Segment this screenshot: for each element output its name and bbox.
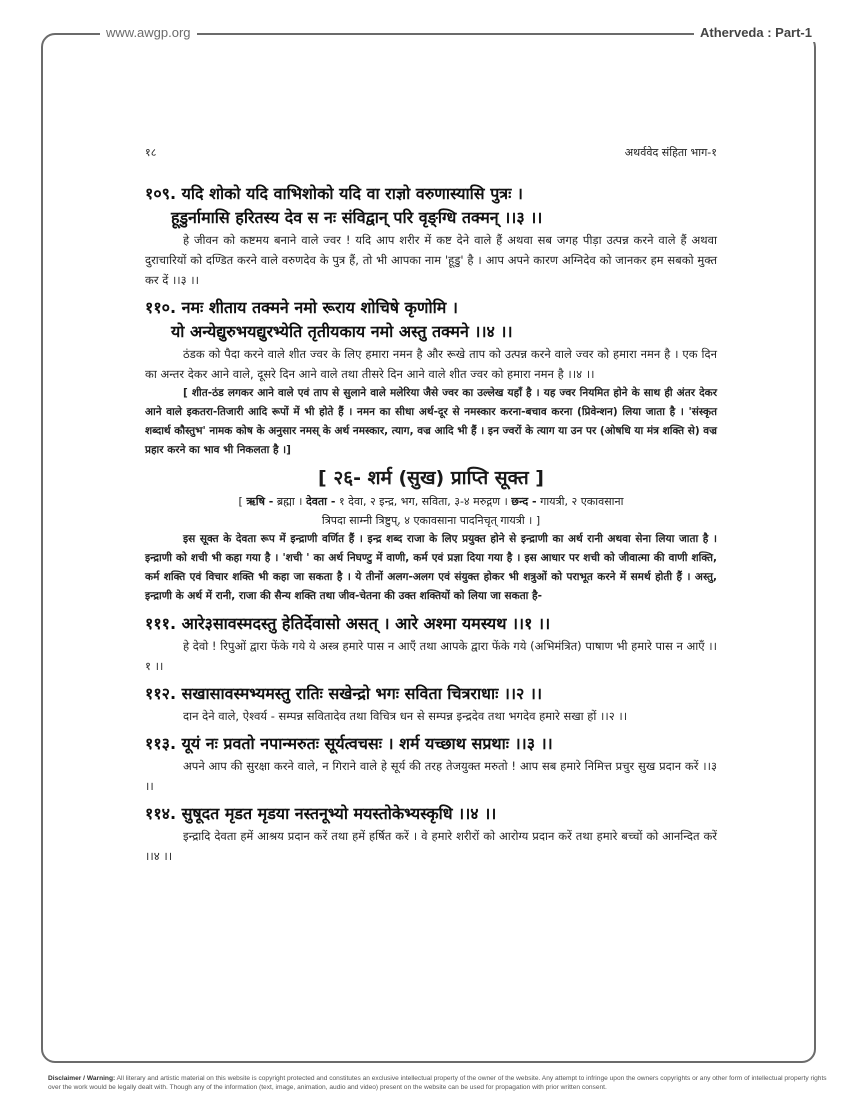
devata-label: देवता - [305, 495, 336, 508]
running-title: अथर्ववेद संहिता भाग-१ [624, 146, 717, 159]
rishi-value: ब्रह्मा । [276, 495, 303, 508]
verse-meaning: हे जीवन को कष्टमय बनाने वाले ज्वर ! यदि आप शरीर में कष्ट देने वाले हैं अथवा सब जगह पीड़ा उत्पन्न करने वाले हैं अथवा दुराचारियों को दण्डित करने वाले वरुणदेव के पुत्र हैं, तो भी आपका नाम 'हूडु' है । आप अपने कारण अग्निदेव को जानकर हम सबको मुक्त कर दें ।।३ ।। [145, 233, 717, 287]
page-number: १८ [145, 146, 157, 159]
verse-113: ११३. यूयं नः प्रवतो नपान्मरुतः सूर्यत्वचसः । शर्म यच्छाथ सप्रथाः ।।३ ।। [145, 734, 553, 753]
verse-109 [145, 182, 717, 230]
book-title: Atherveda : Part-1 [694, 24, 818, 42]
verse-meaning: इन्द्रादि देवता हमें आश्रय प्रदान करें तथा हमें हर्षित करें । वे हमारे शरीरों को आरोग्य प्रदान करें तथा हमारे बच्चों को आनन्दित करें ।।४ ।। [145, 829, 717, 863]
verse-112: ११२. सखासावस्मभ्यमस्तु रातिः सखेन्द्रो भगः सविता चित्रराधाः ।।२ ।। [145, 684, 543, 703]
verse-line: यो अन्येद्युरुभयद्युरभ्येति तृतीयकाय नमो अस्तु तक्मने ।।४ ।। [171, 322, 513, 341]
verse-110 [145, 296, 717, 344]
site-url[interactable]: www.awgp.org [100, 24, 197, 42]
devata-value: १ देवा, २ इन्द्र, भग, सविता, ३-४ मरुद्गण । [338, 495, 508, 508]
verse-line: हूडुर्नामासि हरितस्य देव स नः संविद्वान् परि वृङ्ग्धि तक्मन् ।।३ ।। [171, 208, 543, 227]
verse-line: ११०. नमः शीताय तक्मने नमो रूराय शोचिषे कृणोमि । [145, 298, 458, 317]
sukta-meta: [ ऋषि - ब्रह्मा । देवता - १ देवा, २ इन्द्र, भग, सविता, ३-४ मरुद्गण । छन्द - गायत्री, २ एकावसाना त्रिपदा साम्नी त्रिष्टुप्, ४ एकावसाना पादनिचृत् गायत्री । ] [145, 492, 717, 530]
sukta-title: [ २६- शर्म (सुख) प्राप्ति सूक्त ] [318, 467, 544, 489]
sukta-meta-line2: त्रिपदा साम्नी त्रिष्टुप्, ४ एकावसाना पादनिचृत् गायत्री । ] [321, 514, 541, 527]
rishi-label: ऋषि - [246, 495, 274, 508]
verse-meaning: अपने आप की सुरक्षा करने वाले, न गिराने वाले हे सूर्य की तरह तेजयुक्त मरुतो ! आप सब हमारे निमित्त प्रचुर सुख प्रदान करें ।।३ ।। [145, 759, 717, 793]
disclaimer [48, 1074, 828, 1092]
verse-line: १०९. यदि शोको यदि वाभिशोको यदि वा राज्ञो वरुणास्यासि पुत्रः । [145, 184, 523, 203]
commentary-note: [ शीत-ठंड लगकर आने वाले एवं ताप से सुलाने वाले मलेरिया जैसे ज्वर का उल्लेख यहाँ है । यह ज्वर नियमित होने के साथ ही अंतर देकर आने वाले इकतरा-तिजारी आदि रूपों में भी होते हैं । नमन का सीधा अर्थ-दूर से नमस्कार करना-बचाव करना (प्रिवेन्शन) लिया जाता है । 'संस्कृत शब्दार्थ कौस्तुभ' नामक कोष के अनुसार नमस् के अर्थ नमस्कार, त्याग, वज्र आदि भी हैं । इन ज्वरों के त्याग या उन पर (ओषधि या मंत्र शक्ति से) वज्र प्रहार करने का भाव भी निकलता है ।] [145, 387, 717, 456]
sukta-intro: इस सूक्त के देवता रूप में इन्द्राणी वर्णित हैं । इन्द्र शब्द राजा के लिए प्रयुक्त होने से इन्द्राणी का अर्थ रानी अथवा सेना लिया जाता है । इन्द्राणी को शची भी कहा गया है । 'शची ' का अर्थ निघण्टु में वाणी, कर्म एवं प्रज्ञा दिया गया है । इस आधार पर शची को जीवात्मा की वाणी शक्ति, कर्म शक्ति एवं विचार शक्ति भी कहा जा सकता है । ये तीनों अलग-अलग एवं संयुक्त होकर भी शत्रुओं को पराभूत करने में समर्थ होती हैं । अस्तु, इन्द्राणी के अर्थ में रानी, राजा की सैन्य शक्ति तथा जीव-चेतना की उक्त शक्तियों को लिया जा सकता है- [145, 533, 717, 602]
running-header [145, 145, 717, 160]
disclaimer-label: Disclaimer / Warning: [48, 1075, 116, 1082]
page-content [145, 145, 717, 866]
verse-meaning: ठंडक को पैदा करने वाले शीत ज्वर के लिए हमारा नमन है और रूखे ताप को उत्पन्न करने वाले ज्वर को हमारा नमन है । एक दिन का अन्तर देकर आने वाले, दूसरे दिन आने वाले तथा तीसरे दिन आने वाले शीत ज्वर को हमारा नमन है ।।४ ।। [145, 347, 717, 381]
verse-111: १११. आरे३सावस्मदस्तु हेतिर्देवासो असत् । आरे अश्मा यमस्यथ ।।१ ।। [145, 614, 551, 633]
chhand-value: गायत्री, २ एकावसाना [540, 495, 624, 508]
disclaimer-text: All literary and artistic material on this website is copyright protected and constitutes an exclusive intellectual property of the owner of the website. Any attempt to infringe upon the owners copyrights or any other form of intellectual property rights over the work would be legally dealt with. Though any of the information (text, image, animation, audio and video) present on the website can be used for propagation with prior written consent. [48, 1075, 827, 1091]
verse-114: ११४. सुषूदत मृडत मृडया नस्तनूभ्यो मयस्तोकेभ्यस्कृधि ।।४ ।। [145, 804, 497, 823]
verse-meaning: दान देने वाले, ऐश्वर्य - सम्पन्न सवितादेव तथा विचित्र धन से सम्पन्न इन्द्रदेव तथा भगदेव हमारे सखा हों ।।२ ।। [183, 709, 628, 723]
chhand-label: छन्द - [511, 495, 537, 508]
verse-meaning: हे देवो ! रिपुओं द्वारा फेंके गये ये अस्त्र हमारे पास न आएँ तथा आपके द्वारा फेंके गये (अभिमंत्रित) पाषाण भी हमारे पास न आएँ ।।१ ।। [145, 639, 717, 673]
